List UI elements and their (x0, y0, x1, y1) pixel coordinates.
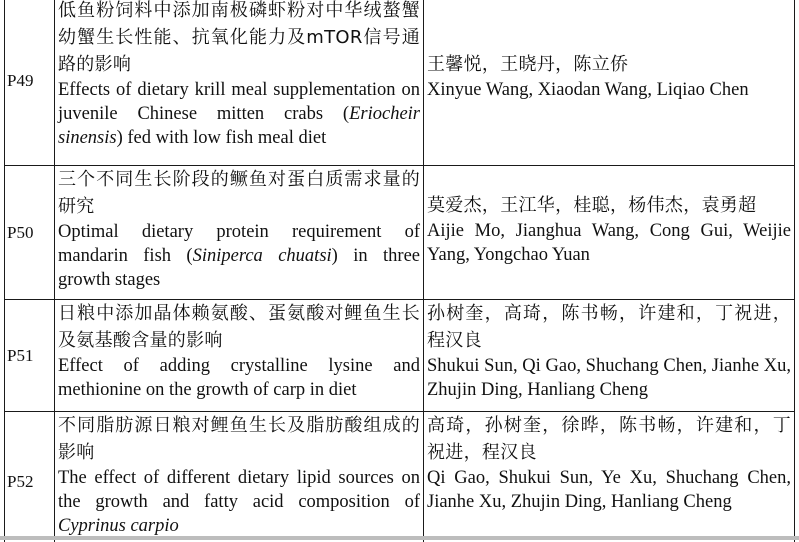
species-name: Eriocheir sinensis (58, 104, 420, 148)
paper-authors-cell (424, 300, 795, 412)
species-name: Cyprinus carpio (58, 516, 179, 536)
authors-zh: 莫爱杰，王江华，桂聪，杨伟杰，袁勇超 (427, 195, 757, 216)
title-en-text: Optimal dietary protein requirement of mandarin fish ( (58, 222, 420, 266)
paper-title-cell (55, 412, 424, 542)
paper-authors-cell (424, 412, 795, 542)
title-en-text: Effect of adding crystalline lysine and methionine on the growth of carp in diet (58, 356, 420, 400)
paper-authors-cell (424, 0, 795, 166)
title-en-text: ) in three growth stages (58, 246, 420, 290)
paper-title-en (58, 220, 420, 292)
bottom-divider (0, 536, 799, 540)
paper-authors-cell (424, 166, 795, 300)
paper-code: P52 (5, 412, 55, 542)
paper-title-en (58, 354, 420, 402)
title-en-text: ) fed with low fish meal diet (116, 128, 327, 148)
paper-title-cell (55, 0, 424, 166)
paper-code: P51 (5, 300, 55, 412)
paper-code: P50 (5, 166, 55, 300)
paper-title-zh: 日粮中添加晶体赖氨酸、蛋氨酸对鲤鱼生长及氨基酸含量的影响 (58, 303, 420, 351)
table-row (5, 0, 795, 166)
paper-title-zh: 三个不同生长阶段的鳜鱼对蛋白质需求量的研究 (58, 169, 420, 217)
authors-en: Shukui Sun, Qi Gao, Shuchang Chen, Jianhe Xu, Zhujin Ding, Hanliang Cheng (427, 356, 791, 400)
paper-title-cell (55, 300, 424, 412)
paper-code: P49 (5, 0, 55, 166)
paper-title-zh: 低鱼粉饲料中添加南极磷虾粉对中华绒螯蟹幼蟹生长性能、抗氧化能力及mTOR信号通路的影响 (58, 0, 420, 75)
authors-en: Qi Gao, Shukui Sun, Ye Xu, Shuchang Chen, Jianhe Xu, Zhujin Ding, Hanliang Cheng (427, 468, 791, 512)
authors-zh: 王馨悦，王晓丹，陈立侨 (427, 54, 629, 75)
table-row (5, 166, 795, 300)
paper-title-en (58, 466, 420, 538)
authors-en: Aijie Mo, Jianghua Wang, Cong Gui, Weijie Yang, Yongchao Yuan (427, 221, 791, 265)
species-name: Siniperca chuatsi (192, 246, 332, 266)
table-row (5, 300, 795, 412)
title-en-text: The effect of different dietary lipid sources on the growth and fatty acid composition of (58, 468, 420, 512)
paper-title-zh: 不同脂肪源日粮对鲤鱼生长及脂肪酸组成的影响 (58, 415, 420, 463)
poster-list-table (4, 0, 795, 542)
paper-title-en (58, 78, 420, 150)
authors-zh: 高琦，孙树奎，徐晔，陈书畅，许建和，丁祝进，程汉良 (427, 415, 791, 463)
title-en-text: Effects of dietary krill meal supplementation on juvenile Chinese mitten crabs ( (58, 80, 420, 124)
table-row (5, 412, 795, 542)
authors-zh: 孙树奎，高琦，陈书畅，许建和，丁祝进，程汉良 (427, 303, 791, 351)
paper-title-cell (55, 166, 424, 300)
authors-en: Xinyue Wang, Xiaodan Wang, Liqiao Chen (427, 80, 749, 100)
